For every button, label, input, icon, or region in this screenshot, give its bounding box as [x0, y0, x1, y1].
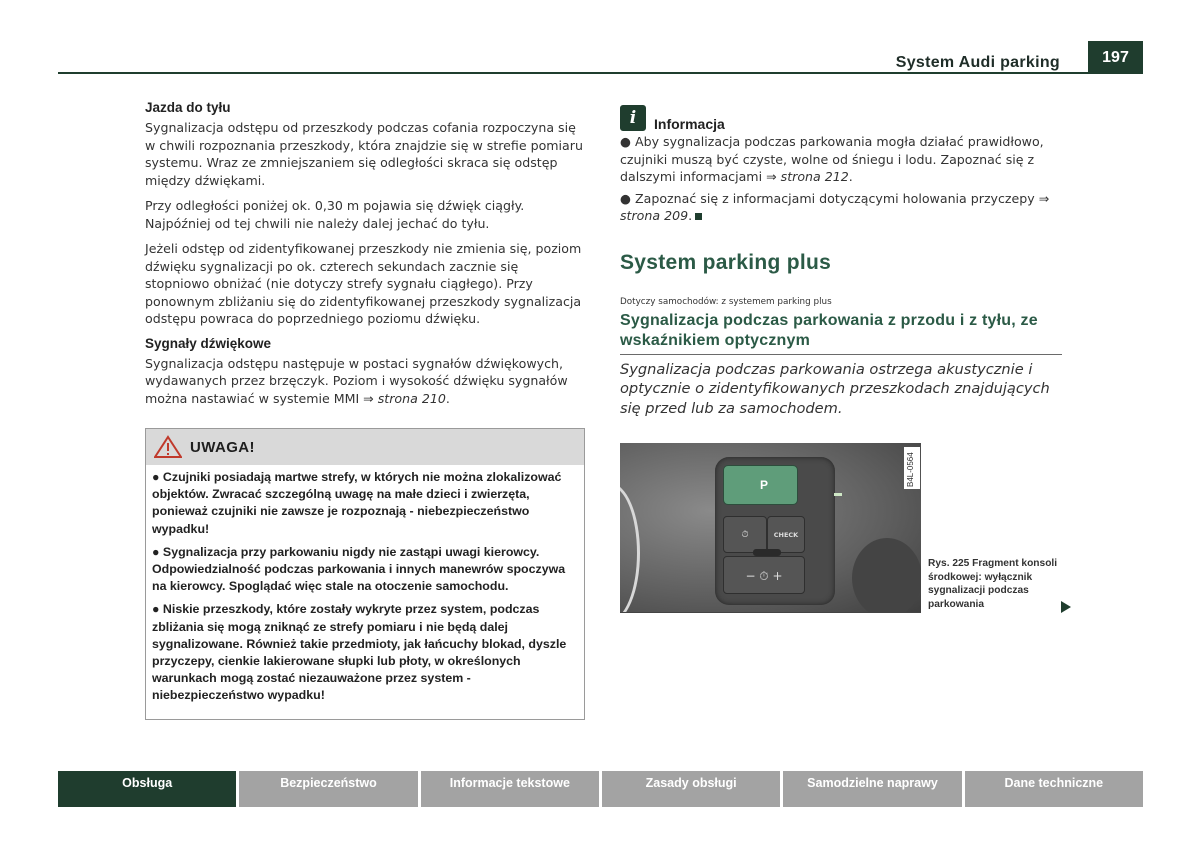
paragraph-4-text: Sygnalizacja odstępu następuje w postaci sygnałów dźwiękowych, wydawanych przez brzęczyk. Poziom i wysokość dźwięku sygnałów można nastawiać w systemie MMI ⇒ — [145, 355, 568, 406]
applies-note: Dotyczy samochodów: z systemem parking plus — [620, 296, 832, 307]
subsection-title: Sygnalizacja podczas parkowania z przodu i z tyłu, ze wskaźnikiem optycznym — [620, 311, 1062, 355]
footer-tab-naprawy[interactable]: Samodzielne naprawy — [783, 771, 961, 807]
console-knob — [852, 538, 921, 613]
lead-paragraph: Sygnalizacja podczas parkowania ostrzega akustycznie i optycznie o zidentyfikowanych przeszkodach znajdujących się przed lub za samochodem. — [620, 360, 1050, 417]
warning-title: UWAGA! — [190, 438, 255, 456]
heading-reversing: Jazda do tyłu — [145, 100, 231, 115]
header-rule — [58, 72, 1088, 74]
warning-item: ● Czujniki posiadają martwe strefy, w których nie można zlokalizować objektów. Zwracać szczególną uwagę na małe dzieci i zwierzęta, ponieważ czujniki nie zawsze je rozpoznają - niebezpieczeństwo wypadku! — [152, 470, 562, 536]
info-title: Informacja — [654, 116, 725, 132]
info-icon-glyph: i — [629, 108, 637, 128]
warning-box — [145, 428, 585, 720]
info-header — [620, 104, 1062, 132]
paragraph-4 — [145, 355, 585, 408]
info-bullet-2 — [620, 190, 1062, 225]
page-number: 197 — [1088, 41, 1143, 74]
warning-triangle-icon — [154, 435, 182, 459]
footer-tab-dane[interactable]: Dane techniczne — [965, 771, 1143, 807]
footer-tab-obsluga[interactable]: Obsługa — [58, 771, 236, 807]
warning-item: ● Sygnalizacja przy parkowaniu nigdy nie zastąpi uwagi kierowcy. Odpowiedzialność podczas parkowania i innych manewrów spoczywa na kierowcy. Spoglądać więc stale na otoczenie samochodu. — [152, 544, 566, 594]
footer-tabs — [58, 771, 1143, 807]
parking-led — [834, 493, 842, 496]
paragraph-1: Sygnalizacja odstępu od przeszkody podczas cofania rozpoczyna się w chwili rozpoznania przeszkody, która znajdzie się w strefie pomiaru systemu. Wraz ze zmniejszaniem się odległości skraca się odstęp między dźwiękami. — [145, 120, 583, 188]
info-bullet-2-text: ● Zapoznać się z informacjami dotyczącymi holowania przyczepy ⇒ — [620, 190, 1050, 206]
info-bullet-2-end: . — [688, 208, 693, 223]
continue-arrow-icon — [1061, 601, 1071, 613]
warning-header — [146, 429, 584, 465]
paragraph-2: Przy odległości poniżej ok. 0,30 m pojawia się dźwięk ciągły. Najpóźniej od tej chwili nie należy dalej jechać do tyłu. — [145, 198, 525, 231]
footer-tab-zasady[interactable]: Zasady obsługi — [602, 771, 780, 807]
figure-code-text: B4L-0564 — [906, 452, 915, 487]
warning-item: ● Niskie przeszkody, które zostały wykryte przez system, podczas zbliżania się mogą zniknąć ze strefy pomiaru i nie będą dalej sygnalizowane. Również takie przedmioty, jak łańcuchy blokad, dyszle przyczepy, cienkie lakierowane słupki lub płoty, w określonych warunkach mogą zostać niezauważone przez system - niebezpieczeństwo wypadku! — [152, 602, 567, 703]
info-bullet-1-text: ● Aby sygnalizacja podczas parkowania mogła działać prawidłowo, czujniki muszą być czyste, wolne od śniegu i lodu. Zapoznać się z dalszymi informacjami ⇒ — [620, 134, 1044, 184]
switch-slot — [753, 549, 781, 556]
info-icon — [620, 105, 646, 131]
page-header-title: System Audi parking — [895, 54, 1060, 71]
paragraph-4-end: . — [445, 390, 450, 406]
speed-button: ⏱ — [723, 516, 767, 553]
parking-button-label: P — [760, 478, 769, 492]
warning-body — [146, 465, 584, 705]
footer-tab-informacje[interactable]: Informacje tekstowe — [421, 771, 599, 807]
left-column — [145, 100, 585, 415]
figure-photo — [620, 443, 921, 613]
right-column — [620, 104, 1062, 418]
section-title: System parking plus — [620, 250, 832, 274]
parking-button — [723, 465, 798, 505]
check-button: CHECK — [767, 516, 805, 553]
page-reference-link[interactable]: strona 212 — [780, 169, 849, 184]
page-reference-link[interactable]: strona 209 — [620, 208, 689, 223]
footer-tab-bezpieczenstwo[interactable]: Bezpieczeństwo — [239, 771, 417, 807]
cruise-rocker: − ⏱ + — [723, 556, 805, 594]
figure-code-label — [904, 447, 920, 489]
info-bullet-1 — [620, 133, 1062, 186]
info-bullet-1-end: . — [848, 169, 853, 184]
heading-sound-signals: Sygnały dźwiękowe — [145, 335, 272, 351]
end-mark-icon — [695, 213, 702, 220]
figure-caption: Rys. 225 Fragment konsoli środkowej: wyłącznik sygnalizacji podczas parkowania — [928, 558, 1058, 610]
page-reference-link[interactable]: strona 210 — [377, 390, 446, 406]
paragraph-3: Jeżeli odstęp od zidentyfikowanej przeszkody nie zmienia się, poziom dźwięku sygnalizacji po ok. czterech sekundach zacznie się stopniowo obniżać (nie dotyczy strefy sygnału ciągłego). Przy ponownym zbliżaniu się do zidentyfikowanej przeszkody sygnalizacja odstępu powraca do poprzedniego poziomu dźwięku. — [145, 241, 582, 326]
